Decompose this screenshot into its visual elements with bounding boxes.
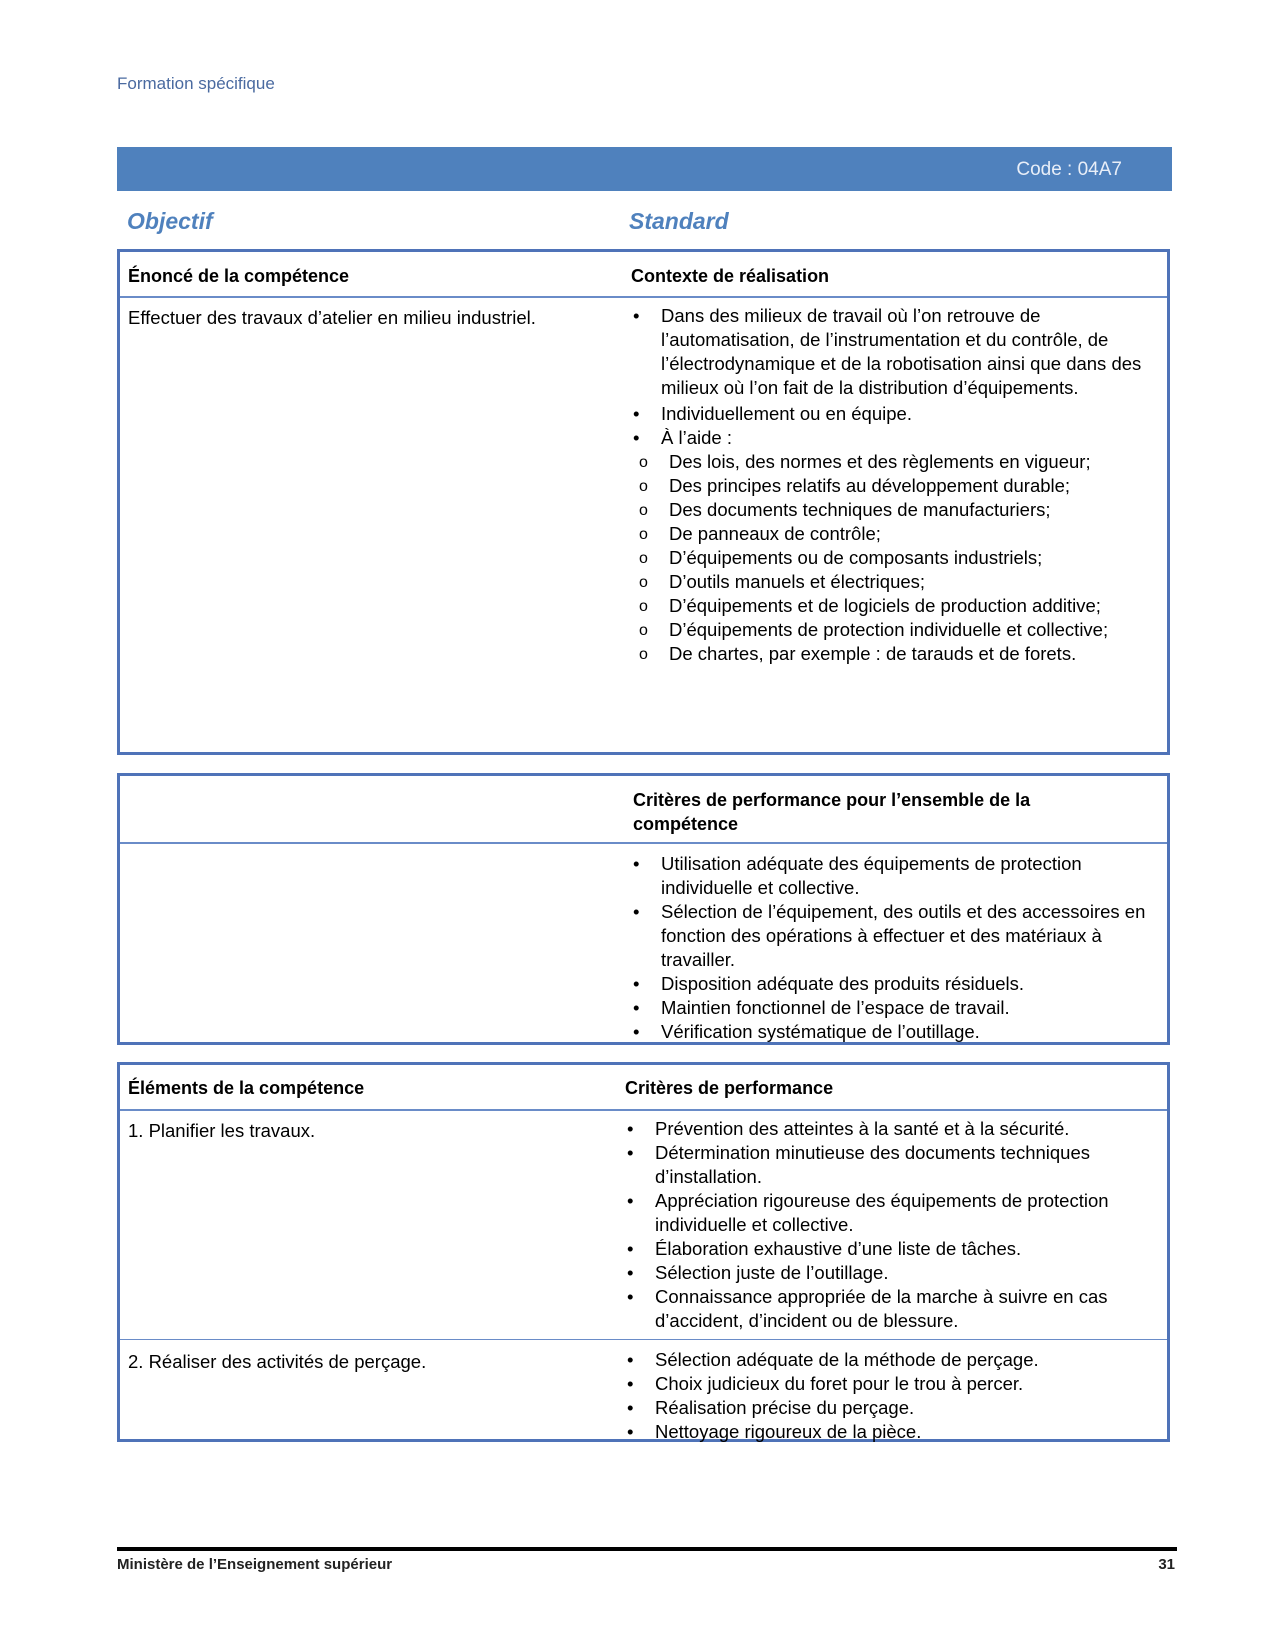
list-item: • Détermination minutieuse des documents techniques d’installation.: [625, 1141, 1150, 1189]
list-item: • Appréciation rigoureuse des équipements de protection individuelle et collective.: [625, 1189, 1150, 1237]
list-item: • Connaissance appropriée de la marche à suivre en cas d’accident, d’incident ou de blessure.: [625, 1285, 1150, 1333]
footer-rule: [117, 1547, 1177, 1551]
criteria-list-1: [625, 1117, 1150, 1333]
elements-header: Éléments de la compétence: [128, 1078, 365, 1098]
list-item: • Prévention des atteintes à la santé et à la sécurité.: [625, 1117, 1150, 1141]
list-item: • Dans des milieux de travail où l’on retrouve de l’automatisation, de l’instrumentation et du contrôle, de l’électrodynamique et de la robotisation ainsi que dans des milieux où l’on fait de la distribution d’équipements.: [631, 304, 1151, 400]
list-item-label: À l’aide :: [661, 427, 732, 448]
competency-code: Code : 04A7: [1016, 159, 1122, 180]
objectif-title: Objectif: [127, 208, 213, 234]
elements-table: [117, 1062, 1170, 1442]
table-header: [120, 776, 1167, 844]
table-header: [120, 252, 1167, 298]
sub-list-item: o De panneaux de contrôle;: [631, 522, 1151, 546]
overall-criteria-table: [117, 773, 1170, 1045]
standard-title: Standard: [629, 208, 729, 234]
row-divider: [120, 1339, 1167, 1340]
sub-list-item: o D’équipements de protection individuelle et collective;: [631, 618, 1151, 642]
list-item: • Nettoyage rigoureux de la pièce.: [625, 1420, 1150, 1444]
sub-list-item: o D’outils manuels et électriques;: [631, 570, 1151, 594]
sub-list-item: o Des lois, des normes et des règlements en vigueur;: [631, 450, 1151, 474]
list-item: • Élaboration exhaustive d’une liste de tâches.: [625, 1237, 1150, 1261]
criteria-list-2: [625, 1348, 1150, 1444]
competency-statement-table: [117, 249, 1170, 755]
list-item: [631, 426, 1151, 666]
table-header: [120, 1065, 1167, 1111]
overall-criteria-list: [631, 852, 1151, 1044]
element-1: 1. Planifier les travaux.: [128, 1120, 316, 1141]
running-header: Formation spécifique: [117, 74, 275, 93]
context-sublist: [631, 450, 1151, 666]
context-header: Contexte de réalisation: [631, 266, 830, 286]
list-item: • Sélection de l’équipement, des outils et des accessoires en fonction des opérations à effectuer et des matériaux à travailler.: [631, 900, 1151, 972]
list-item: • Disposition adéquate des produits résiduels.: [631, 972, 1151, 996]
list-item: • Individuellement ou en équipe.: [631, 402, 1151, 426]
sub-list-item: o D’équipements et de logiciels de production additive;: [631, 594, 1151, 618]
list-item: • Maintien fonctionnel de l’espace de travail.: [631, 996, 1151, 1020]
page-number: 31: [1158, 1556, 1175, 1573]
list-item: • Sélection juste de l’outillage.: [625, 1261, 1150, 1285]
list-item: • Utilisation adéquate des équipements de protection individuelle et collective.: [631, 852, 1151, 900]
statement-header: Énoncé de la compétence: [128, 266, 350, 286]
competency-statement: Effectuer des travaux d’atelier en milieu industriel.: [128, 307, 536, 328]
code-bar: [117, 147, 1172, 191]
criteria-header: Critères de performance: [625, 1078, 834, 1098]
element-2: 2. Réaliser des activités de perçage.: [128, 1351, 427, 1372]
list-item: • Réalisation précise du perçage.: [625, 1396, 1150, 1420]
footer-ministry: Ministère de l’Enseignement supérieur: [117, 1556, 393, 1573]
overall-criteria-header: Critères de performance pour l’ensemble de la compétence: [633, 790, 1031, 834]
sub-list-item: o D’équipements ou de composants industriels;: [631, 546, 1151, 570]
context-list: [631, 304, 1151, 666]
list-item: • Sélection adéquate de la méthode de perçage.: [625, 1348, 1150, 1372]
list-item: • Vérification systématique de l’outillage.: [631, 1020, 1151, 1044]
section-titles: [127, 208, 1167, 238]
sub-list-item: o Des principes relatifs au développement durable;: [631, 474, 1151, 498]
list-item: • Choix judicieux du foret pour le trou à percer.: [625, 1372, 1150, 1396]
sub-list-item: o De chartes, par exemple : de tarauds et de forets.: [631, 642, 1151, 666]
sub-list-item: o Des documents techniques de manufacturiers;: [631, 498, 1151, 522]
